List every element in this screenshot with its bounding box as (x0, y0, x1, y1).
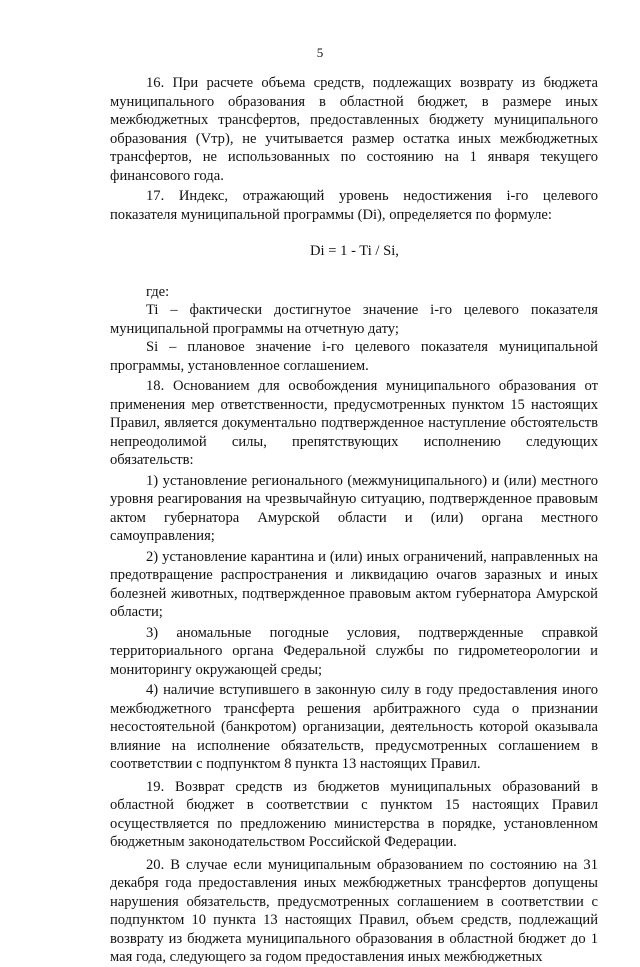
paragraph-16: 16. При расчете объема средств, подлежащих возврату из бюджета муниципального образования в областной бюджет, в размере иных межбюджетных трансфертов, предоставленных бюджету муниципального образования (Vтр), не учитывается размер остатка иных межбюджетных трансфертов, не использованных по состоянию на 1 января текущего финансового года. (110, 75, 598, 184)
paragraph-18-item-4: 4) наличие вступившего в законную силу в году предоставления иного межбюджетного трансферта решения арбитражного суда о признании несостоятельной (банкротом) организации, деятельность которой оказывала влияние на исполнение обязательств, предусмотренных соглашением в соответствии с подпунктом 8 пункта 13 настоящих Правил. (110, 682, 598, 772)
page-number: 5 (316, 45, 324, 60)
paragraph-18-item-3: 3) аномальные погодные условия, подтвержденные справкой территориального органа Федеральной службы по гидрометеорологии и мониторингу окружающей среды; (110, 624, 598, 678)
paragraph-17: 17. Индекс, отражающий уровень недостижения i-го целевого показателя муниципальной программы (Di), определяется по формуле: (110, 188, 598, 223)
where-label: где: (146, 283, 170, 300)
paragraph-18-item-1: 1) установление регионального (межмуниципального) и (или) местного уровня реагирования на чрезвычайную ситуацию, подтвержденное правовым актом губернатора Амурской области и (или) органа местного самоуправления; (110, 472, 598, 544)
formula: Di = 1 - Ti / Si, (310, 243, 399, 259)
definition-si: Si – плановое значение i-го целевого показателя муниципальной программы, установленное соглашением. (110, 339, 598, 374)
paragraph-18-item-2: 2) установление карантина и (или) иных ограничений, направленных на предотвращение распространения и ликвидацию очагов заразных и иных болезней животных, подтвержденное правовым актом губернатора Амурской области; (110, 548, 598, 620)
paragraph-20: 20. В случае если муниципальным образованием по состоянию на 31 декабря года предоставления иных межбюджетных трансфертов допущены нарушения обязательств, предусмотренных соглашением в соответствии с подпунктом 10 пункта 13 настоящих Правил, объем средств, подлежащий возврату из бюджета муниципального образования в областной бюджет до 1 мая года, следующего за годом предоставления иных межбюджетных (110, 856, 598, 965)
paragraph-18: 18. Основанием для освобождения муниципального образования от применения мер ответственности, предусмотренных пунктом 15 настоящих Правил, является документально подтвержденное наступление обстоятельств непреодолимой силы, препятствующих исполнению следующих обязательств: (110, 378, 598, 468)
paragraph-19: 19. Возврат средств из бюджетов муниципальных образований в областной бюджет в соответствии с пунктом 15 настоящих Правил осуществляется по предложению министерства в порядке, установленном бюджетным законодательством Российской Федерации. (110, 778, 598, 850)
definition-ti: Ti – фактически достигнутое значение i-го целевого показателя муниципальной программы на отчетную дату; (110, 302, 598, 337)
document-body (110, 74, 598, 967)
